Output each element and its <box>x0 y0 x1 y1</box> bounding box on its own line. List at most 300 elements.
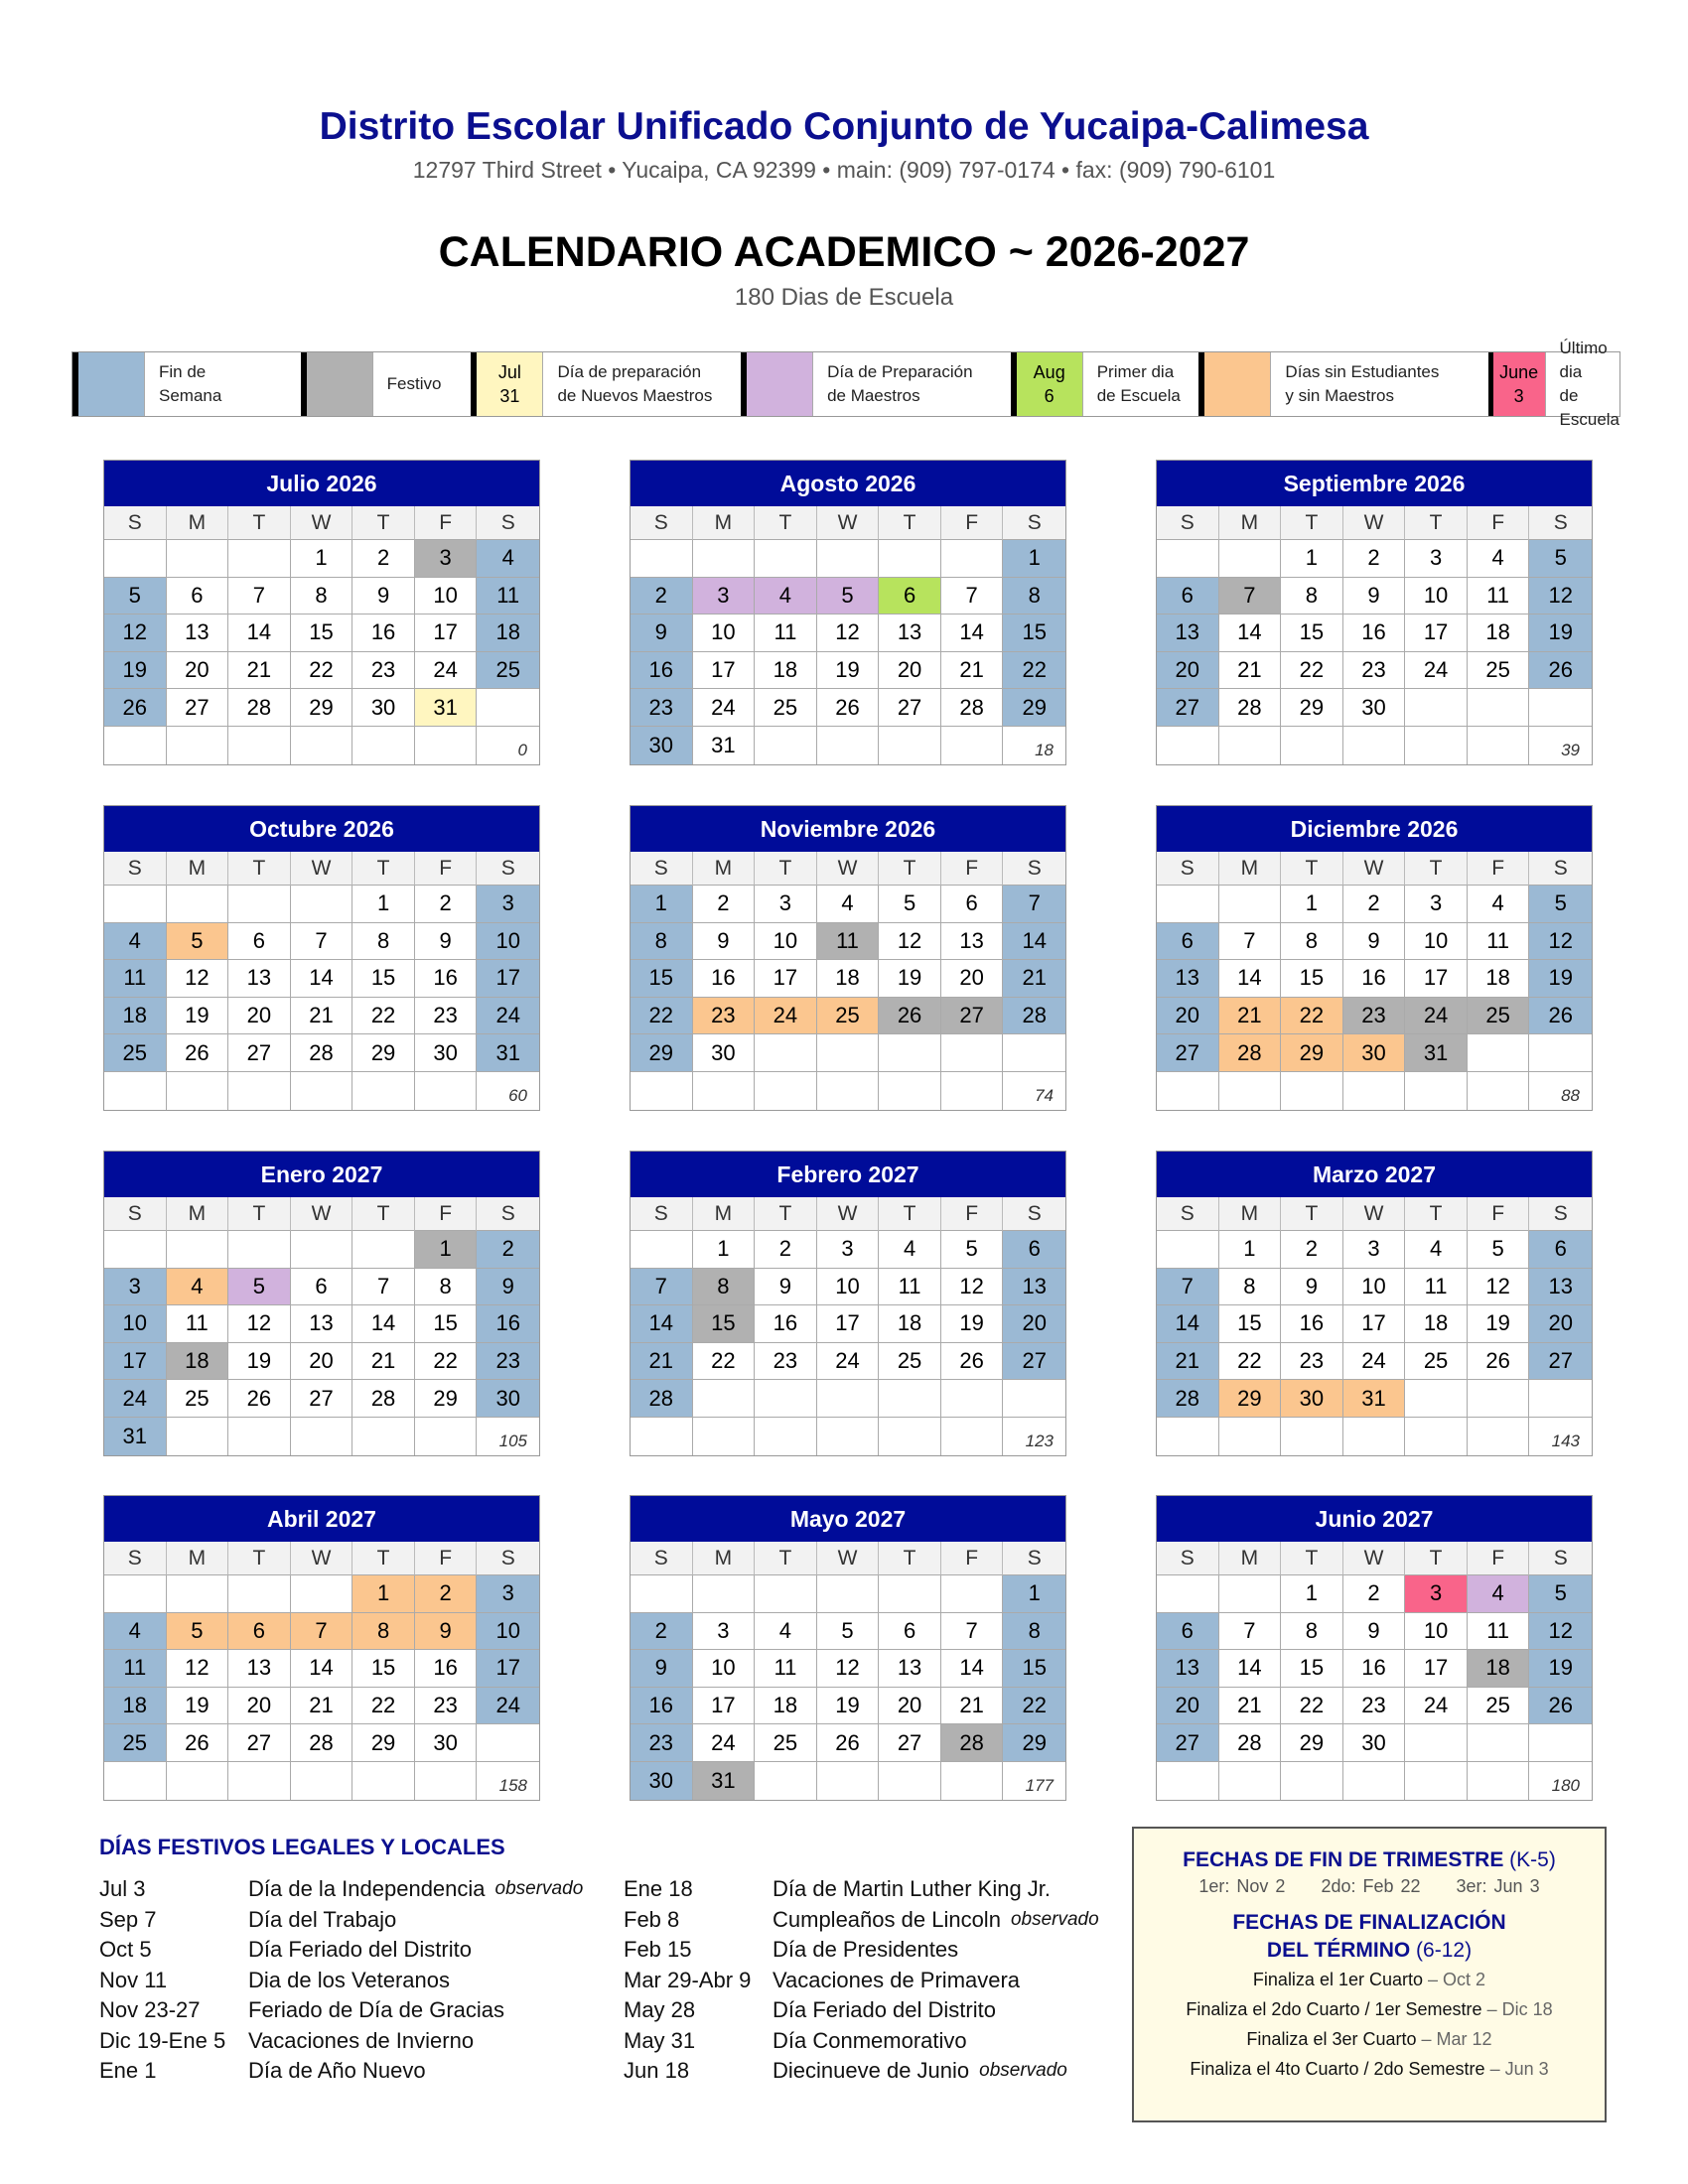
day-cell: 2 <box>631 578 693 615</box>
empty-day-cell <box>817 727 880 764</box>
day-cell: 10 <box>693 1650 756 1688</box>
empty-day-cell <box>693 540 756 578</box>
day-cell: 28 <box>291 1034 353 1072</box>
day-cell: 5 <box>228 1269 291 1306</box>
weekday-label: M <box>167 852 229 886</box>
empty-day-cell <box>415 1762 478 1800</box>
weekday-label: T <box>352 852 415 886</box>
weekday-label: F <box>941 1197 1004 1231</box>
day-cell: 13 <box>941 923 1004 961</box>
day-cell: 26 <box>1529 652 1592 690</box>
day-cell: 7 <box>1219 923 1282 961</box>
day-cell: 1 <box>1281 1575 1343 1613</box>
weekday-header <box>104 852 539 886</box>
day-cell: 12 <box>941 1269 1004 1306</box>
holiday-name: Día de Presidentes <box>773 1937 959 1962</box>
month-calendar <box>630 805 1066 1111</box>
day-cell: 27 <box>167 689 229 727</box>
day-cell: 20 <box>1003 1305 1065 1343</box>
legend-label-line: de Escuela <box>1096 386 1181 405</box>
holiday-date: Jul 3 <box>99 1876 146 1901</box>
day-cell: 3 <box>477 886 539 923</box>
day-cell: 30 <box>415 1034 478 1072</box>
day-cell: 17 <box>1405 614 1468 652</box>
day-cell: 26 <box>1468 1343 1530 1381</box>
day-cell: 9 <box>1343 578 1406 615</box>
day-cell: 19 <box>1529 614 1592 652</box>
weekday-label: W <box>1343 852 1406 886</box>
empty-day-cell <box>1157 1762 1219 1800</box>
legend-swatch <box>1017 352 1082 416</box>
day-cell: 17 <box>693 1688 756 1725</box>
day-cell: 12 <box>1468 1269 1530 1306</box>
day-cell: 1 <box>693 1231 756 1269</box>
empty-day-cell <box>755 1034 817 1072</box>
holiday-row <box>624 1995 1099 2026</box>
weekday-label: W <box>1343 506 1406 540</box>
month-calendar <box>103 1495 540 1801</box>
weekday-label: S <box>631 1197 693 1231</box>
day-cell: 10 <box>693 614 756 652</box>
day-cell: 28 <box>1219 1724 1282 1762</box>
day-cell: 13 <box>1157 1650 1219 1688</box>
day-cell: 16 <box>1343 1650 1406 1688</box>
day-cell: 1 <box>352 1575 415 1613</box>
day-cell: 24 <box>1405 652 1468 690</box>
month-calendar <box>1156 1495 1593 1801</box>
empty-day-cell <box>104 1575 167 1613</box>
holiday-note: observado <box>979 2060 1067 2081</box>
empty-day-cell <box>167 1072 229 1110</box>
empty-day-cell <box>1157 1418 1219 1455</box>
empty-day-cell <box>352 1418 415 1455</box>
day-cell: 24 <box>755 998 817 1035</box>
legend-swatch-month: Aug <box>1033 362 1065 382</box>
day-cell: 23 <box>352 652 415 690</box>
empty-day-cell <box>1468 1072 1530 1110</box>
day-cell: 5 <box>941 1231 1004 1269</box>
month-calendar <box>103 460 540 765</box>
day-cell: 1 <box>1281 540 1343 578</box>
day-cell: 26 <box>228 1380 291 1418</box>
weekday-label: T <box>228 1197 291 1231</box>
weekday-label: W <box>817 852 880 886</box>
weekday-label: S <box>104 852 167 886</box>
day-cell: 12 <box>879 923 941 961</box>
month-title: Enero 2027 <box>104 1152 539 1197</box>
day-cell: 7 <box>228 578 291 615</box>
weekday-label: F <box>1468 1542 1530 1575</box>
day-grid <box>104 540 539 764</box>
day-cell: 25 <box>879 1343 941 1381</box>
day-cell: 26 <box>167 1724 229 1762</box>
empty-day-cell <box>1219 1418 1282 1455</box>
day-cell: 5 <box>104 578 167 615</box>
weekday-label: S <box>477 506 539 540</box>
day-cell: 21 <box>1157 1343 1219 1381</box>
district-address: 12797 Third Street • Yucaipa, CA 92399 • main: (909) 797-0174 • fax: (909) 790-6101 <box>412 157 1276 183</box>
day-cell: 20 <box>228 998 291 1035</box>
empty-day-cell <box>1405 1724 1468 1762</box>
empty-day-cell <box>1343 1072 1406 1110</box>
day-cell: 8 <box>693 1269 756 1306</box>
day-cell: 19 <box>1529 1650 1592 1688</box>
day-cell: 22 <box>631 998 693 1035</box>
empty-day-cell <box>1343 1762 1406 1800</box>
day-cell: 25 <box>477 652 539 690</box>
empty-day-cell <box>1405 1418 1468 1455</box>
holiday-date: Nov 23-27 <box>99 1997 201 2022</box>
day-cell: 16 <box>477 1305 539 1343</box>
day-cell: 14 <box>228 614 291 652</box>
day-cell: 6 <box>879 1613 941 1651</box>
empty-day-cell <box>1343 727 1406 764</box>
legend-label <box>1082 352 1199 416</box>
holiday-name: Dia de los Veteranos <box>248 1967 451 1992</box>
empty-day-cell <box>941 1034 1004 1072</box>
day-cell: 12 <box>1529 578 1592 615</box>
school-day-count: 123 <box>1025 1431 1054 1450</box>
day-cell: 12 <box>167 1650 229 1688</box>
day-grid <box>631 1575 1065 1800</box>
weekday-label: M <box>167 1542 229 1575</box>
legend-label <box>144 352 301 416</box>
empty-day-cell <box>1157 540 1219 578</box>
empty-day-cell <box>1157 1231 1219 1269</box>
month-calendar <box>630 460 1066 765</box>
day-cell: 3 <box>693 1613 756 1651</box>
empty-day-cell <box>1468 1418 1530 1455</box>
day-cell: 14 <box>291 960 353 998</box>
day-cell: 11 <box>1468 1613 1530 1651</box>
day-cell: 4 <box>1468 1575 1530 1613</box>
empty-day-cell <box>817 1034 880 1072</box>
weekday-label: W <box>291 852 353 886</box>
weekday-label: T <box>1405 1197 1468 1231</box>
day-cell: 6 <box>228 923 291 961</box>
school-day-count: 60 <box>508 1085 527 1105</box>
legend-item <box>741 352 1011 416</box>
day-cell: 25 <box>104 1034 167 1072</box>
day-cell: 23 <box>631 689 693 727</box>
day-cell: 5 <box>817 578 880 615</box>
term-line-label: Finaliza el 1er Cuarto <box>1252 1970 1424 1989</box>
day-cell: 22 <box>352 1688 415 1725</box>
day-cell: 29 <box>1281 689 1343 727</box>
legend-label-line: Primer dia <box>1096 362 1175 381</box>
day-cell: 26 <box>817 1724 880 1762</box>
day-cell: 25 <box>1405 1343 1468 1381</box>
day-cell: 17 <box>1405 1650 1468 1688</box>
day-grid <box>631 540 1065 764</box>
day-cell: 10 <box>817 1269 880 1306</box>
day-cell: 25 <box>1468 998 1530 1035</box>
weekday-label: M <box>693 852 756 886</box>
day-cell: 24 <box>415 652 478 690</box>
weekday-label: M <box>693 1197 756 1231</box>
day-cell: 6 <box>879 578 941 615</box>
day-cell: 7 <box>1219 578 1282 615</box>
weekday-header <box>104 1197 539 1231</box>
legend-swatch-day: 31 <box>499 386 520 406</box>
empty-day-cell <box>228 1072 291 1110</box>
day-cell: 4 <box>755 1613 817 1651</box>
holiday-date: Jun 18 <box>624 2058 690 2083</box>
weekday-label: T <box>352 506 415 540</box>
empty-day-cell <box>941 540 1004 578</box>
day-cell: 1 <box>352 886 415 923</box>
day-cell: 15 <box>1003 1650 1065 1688</box>
day-cell: 11 <box>104 1650 167 1688</box>
day-cell: 28 <box>941 689 1004 727</box>
day-cell: 16 <box>755 1305 817 1343</box>
school-day-count: 143 <box>1551 1431 1580 1450</box>
weekday-label: F <box>1468 852 1530 886</box>
day-cell: 22 <box>415 1343 478 1381</box>
empty-day-cell <box>1468 727 1530 764</box>
weekday-label: T <box>228 1542 291 1575</box>
empty-day-cell <box>631 1418 693 1455</box>
day-cell: 10 <box>1405 923 1468 961</box>
day-cell: 4 <box>1405 1231 1468 1269</box>
day-cell: 25 <box>755 1724 817 1762</box>
month-title: Julio 2026 <box>104 461 539 506</box>
day-cell: 10 <box>1343 1269 1406 1306</box>
day-cell: 31 <box>415 689 478 727</box>
day-cell: 15 <box>693 1305 756 1343</box>
weekday-label: S <box>477 852 539 886</box>
empty-day-cell <box>1468 689 1530 727</box>
weekday-header <box>1157 852 1592 886</box>
legend-label-line: Día de Preparación <box>827 362 973 381</box>
month-title: Octubre 2026 <box>104 806 539 852</box>
day-cell: 20 <box>291 1343 353 1381</box>
holidays-left-list <box>99 1874 583 2087</box>
legend-label <box>1545 339 1620 429</box>
holiday-date: Oct 5 <box>99 1937 152 1962</box>
day-cell: 20 <box>1529 1305 1592 1343</box>
weekday-label: M <box>167 1197 229 1231</box>
day-cell: 29 <box>1219 1380 1282 1418</box>
empty-day-cell <box>693 1380 756 1418</box>
holiday-name: Día Feriado del Distrito <box>248 1937 472 1962</box>
empty-day-cell <box>1281 1072 1343 1110</box>
day-cell: 17 <box>477 960 539 998</box>
day-cell: 24 <box>1343 1343 1406 1381</box>
day-cell: 16 <box>693 960 756 998</box>
day-cell: 14 <box>631 1305 693 1343</box>
weekday-label: S <box>1157 1542 1219 1575</box>
holiday-row <box>99 1905 583 1936</box>
empty-day-cell <box>477 727 539 764</box>
legend-item <box>471 352 741 416</box>
day-cell: 1 <box>1003 1575 1065 1613</box>
legend-label-line: Fin de <box>159 362 207 381</box>
weekday-label: T <box>755 1197 817 1231</box>
day-cell: 27 <box>941 998 1004 1035</box>
day-cell: 1 <box>415 1231 478 1269</box>
day-cell: 27 <box>1157 689 1219 727</box>
weekday-label: S <box>631 1542 693 1575</box>
day-cell: 13 <box>1003 1269 1065 1306</box>
day-cell: 2 <box>1343 1575 1406 1613</box>
day-cell: 12 <box>228 1305 291 1343</box>
weekday-label: W <box>817 506 880 540</box>
day-cell: 7 <box>291 923 353 961</box>
empty-day-cell <box>1405 1380 1468 1418</box>
empty-day-cell <box>228 1762 291 1800</box>
holiday-row <box>624 1874 1099 1905</box>
day-cell: 21 <box>631 1343 693 1381</box>
day-cell: 23 <box>631 1724 693 1762</box>
day-cell: 19 <box>167 998 229 1035</box>
weekday-label: F <box>941 506 1004 540</box>
day-cell: 6 <box>228 1613 291 1651</box>
day-cell: 8 <box>1003 1613 1065 1651</box>
legend-label-line: de Escuela <box>1559 386 1620 429</box>
legend-label <box>812 352 1011 416</box>
empty-day-cell <box>291 1231 353 1269</box>
day-cell: 29 <box>1281 1034 1343 1072</box>
legend-swatch-month: June <box>1499 362 1539 382</box>
weekday-label: T <box>228 852 291 886</box>
day-cell: 5 <box>879 886 941 923</box>
term-line-date: – Dic 18 <box>1486 1999 1553 2019</box>
day-cell: 7 <box>941 578 1004 615</box>
day-cell: 26 <box>817 689 880 727</box>
day-cell: 9 <box>755 1269 817 1306</box>
holiday-note: observado <box>494 1878 584 1899</box>
month-title: Marzo 2027 <box>1157 1152 1592 1197</box>
holiday-name: Feriado de Día de Gracias <box>248 1997 505 2022</box>
weekday-label: W <box>291 1197 353 1231</box>
day-cell: 19 <box>817 652 880 690</box>
day-cell: 30 <box>693 1034 756 1072</box>
day-cell: 4 <box>817 886 880 923</box>
weekday-label: S <box>477 1197 539 1231</box>
day-cell: 24 <box>693 1724 756 1762</box>
day-cell: 8 <box>1003 578 1065 615</box>
holiday-row <box>99 1935 583 1966</box>
legend-label-line: y sin Maestros <box>1285 386 1395 405</box>
empty-day-cell <box>167 1418 229 1455</box>
empty-day-cell <box>817 1380 880 1418</box>
empty-day-cell <box>1157 886 1219 923</box>
day-cell: 25 <box>1468 652 1530 690</box>
legend-swatch <box>78 352 144 416</box>
empty-day-cell <box>1468 1380 1530 1418</box>
weekday-label: F <box>1468 506 1530 540</box>
empty-day-cell <box>1219 1072 1282 1110</box>
holidays-title: DÍAS FESTIVOS LEGALES Y LOCALES <box>99 1835 505 1859</box>
weekday-label: S <box>1003 506 1065 540</box>
weekday-label: S <box>477 1542 539 1575</box>
month-calendar <box>1156 460 1593 765</box>
empty-day-cell <box>941 1072 1004 1110</box>
legend-swatch-day: 6 <box>1044 386 1055 406</box>
day-cell: 11 <box>1468 578 1530 615</box>
day-cell: 31 <box>693 1762 756 1800</box>
day-cell: 9 <box>352 578 415 615</box>
term-line-label: Finaliza el 4to Cuarto / 2do Semestre <box>1190 2059 1485 2079</box>
day-cell: 24 <box>693 689 756 727</box>
day-cell: 12 <box>1529 923 1592 961</box>
day-cell: 14 <box>1219 1650 1282 1688</box>
day-cell: 30 <box>1343 689 1406 727</box>
weekday-label: T <box>879 1197 941 1231</box>
weekday-header <box>104 1542 539 1575</box>
day-cell: 7 <box>352 1269 415 1306</box>
weekday-label: T <box>755 1542 817 1575</box>
day-cell: 15 <box>352 1650 415 1688</box>
day-cell: 12 <box>817 614 880 652</box>
day-cell: 22 <box>1281 998 1343 1035</box>
day-cell: 8 <box>1281 1613 1343 1651</box>
empty-day-cell <box>1219 540 1282 578</box>
empty-day-cell <box>693 1072 756 1110</box>
day-cell: 25 <box>1468 1688 1530 1725</box>
weekday-label: T <box>1405 852 1468 886</box>
day-cell: 18 <box>755 652 817 690</box>
empty-day-cell <box>879 1762 941 1800</box>
day-grid <box>631 1231 1065 1455</box>
day-cell: 30 <box>631 1762 693 1800</box>
empty-day-cell <box>1468 1034 1530 1072</box>
day-cell: 10 <box>1405 1613 1468 1651</box>
calendar-title: CALENDARIO ACADEMICO ~ 2026-2027 <box>438 228 1250 276</box>
day-cell: 6 <box>291 1269 353 1306</box>
day-cell: 13 <box>1157 614 1219 652</box>
weekday-label: T <box>755 852 817 886</box>
day-cell: 18 <box>104 998 167 1035</box>
day-cell: 7 <box>291 1613 353 1651</box>
empty-day-cell <box>1157 727 1219 764</box>
day-cell: 23 <box>755 1343 817 1381</box>
day-cell: 15 <box>1281 1650 1343 1688</box>
month-calendar <box>103 1151 540 1456</box>
day-cell: 27 <box>228 1724 291 1762</box>
weekday-label: T <box>352 1542 415 1575</box>
term-line-label: Finaliza el 3er Cuarto <box>1246 2029 1417 2049</box>
holiday-name: Día del Trabajo <box>248 1906 397 1932</box>
legend-label-line: Días sin Estudiantes <box>1285 362 1440 381</box>
day-cell: 9 <box>631 1650 693 1688</box>
empty-day-cell <box>1281 1418 1343 1455</box>
empty-day-cell <box>817 1762 880 1800</box>
weekday-label: S <box>1157 1197 1219 1231</box>
day-cell: 10 <box>1405 578 1468 615</box>
weekday-label: S <box>631 852 693 886</box>
empty-day-cell <box>1405 689 1468 727</box>
legend <box>71 339 1620 429</box>
day-cell: 26 <box>941 1343 1004 1381</box>
day-cell: 16 <box>1343 960 1406 998</box>
holiday-name: Cumpleaños de Lincoln <box>773 1906 1001 1932</box>
day-cell: 17 <box>1343 1305 1406 1343</box>
day-cell: 7 <box>1003 886 1065 923</box>
empty-day-cell <box>941 1418 1004 1455</box>
day-cell: 3 <box>817 1231 880 1269</box>
empty-day-cell <box>415 727 478 764</box>
legend-label-line: Festivo <box>386 374 442 393</box>
day-cell: 5 <box>167 1613 229 1651</box>
day-cell: 13 <box>228 960 291 998</box>
day-cell: 27 <box>228 1034 291 1072</box>
day-cell: 24 <box>817 1343 880 1381</box>
term-line <box>1134 2054 1605 2084</box>
day-cell: 19 <box>941 1305 1004 1343</box>
day-cell: 10 <box>755 923 817 961</box>
